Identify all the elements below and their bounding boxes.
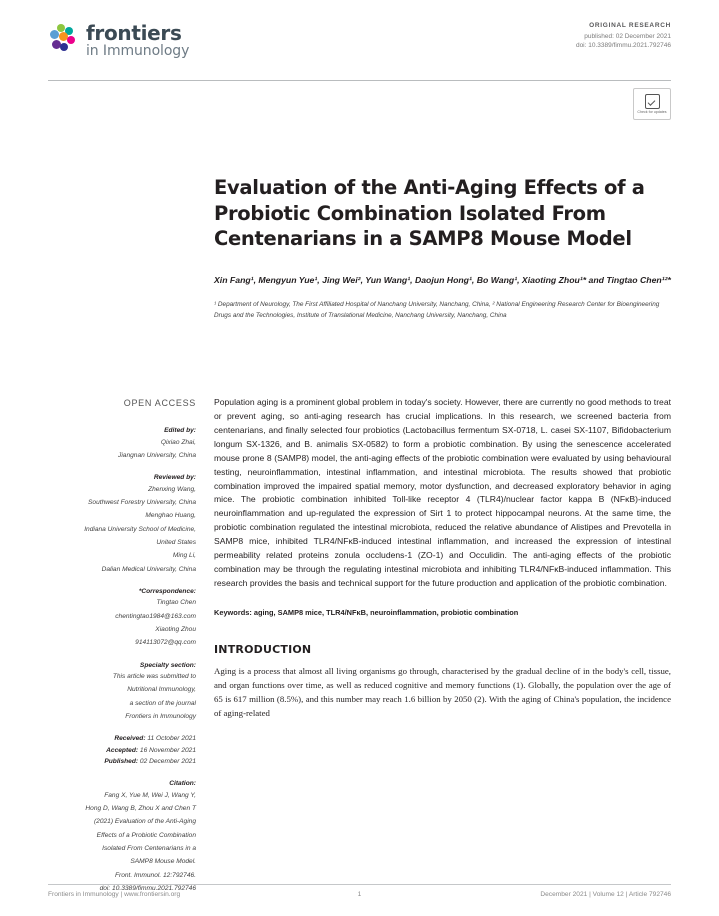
published-date: published: 02 December 2021: [584, 32, 671, 40]
frontiers-logo-icon: [48, 24, 78, 56]
affiliations: ¹ Department of Neurology, The First Affiliated Hospital of Nanchang University, Nanchang, China, ² National Engineering Research Center for Bioengineering Drugs and the Technologies, Institute of Translational Medicine, Nanchang University, Nanchang, China: [214, 301, 660, 319]
specialty-line-2: Nutritional Immunology,: [127, 686, 196, 694]
header-divider: [48, 80, 671, 81]
crossmark-badge[interactable]: [633, 88, 671, 120]
accepted-date: 16 November 2021: [139, 746, 196, 754]
journal-name: frontiers: [86, 21, 182, 45]
reviewer-1-affiliation: Southwest Forestry University, China: [88, 499, 196, 507]
citation-label: Citation:: [169, 780, 196, 788]
reviewer-1-name: Zhenxing Wang,: [148, 485, 196, 493]
introduction-paragraph: Aging is a process that almost all living organisms go through, characterised by the gradual decline of in the body's cell, tissue, and organ functions over time, as well as reduced cognitive and memory functions (1). Globally, the population over the age of 65 is 617 million (8.5%), and this number may reach 1.6 billion by 2050 (2). With the aging of China's population, the incidence of aging-related: [214, 665, 671, 718]
specialty-line-4: Frontiers in Immunology: [125, 713, 196, 721]
page-number: 1: [357, 891, 362, 898]
correspondence-label: *Correspondence:: [138, 588, 196, 596]
citation-line-1: Fang X, Yue M, Wei J, Wang Y,: [104, 791, 196, 799]
citation-line-4: Effects of a Probiotic Combination: [96, 831, 196, 839]
page-footer: [48, 884, 671, 898]
reviewer-3-affiliation: Dalian Medical University, China: [101, 565, 196, 573]
citation-line-2: Hong D, Wang B, Zhou X and Chen T: [85, 805, 196, 812]
received-date: 11 October 2021: [147, 735, 196, 743]
introduction-heading: INTRODUCTION: [214, 642, 312, 656]
reviewer-2-name: Menghao Huang,: [145, 512, 196, 520]
reviewer-3-name: Ming Li,: [172, 552, 196, 560]
published-label: Published:: [104, 758, 139, 766]
reviewer-2-affiliation-line1: Indiana University School of Medicine,: [84, 525, 196, 533]
published-date-sidebar: 02 December 2021: [139, 758, 196, 766]
citation-doi[interactable]: doi: 10.3389/fimmu.2021.792746: [99, 884, 196, 892]
corresponding-email-2[interactable]: 914113072@qq.com: [135, 639, 196, 647]
title-block: [214, 175, 671, 321]
accepted-label: Accepted:: [106, 746, 139, 754]
abstract-text: Population aging is a prominent global problem in today's society. However, there are currently no good methods to treat or prevent aging, so anti-aging research has crucial implications. In this research, we screened bacteria from centenarians, and finally selected four probiotics (Lactobacillus fermentum SX-0718, L. casei SX-1107, Bifidobacterium longum SX-1326, and B. animalis SX-0582) to form a probiotic combination. By using the senescence accelerated mouse prone 8 (SAMP8) model, the anti-aging effects of the probiotic combination were evaluated by using behavioural testing, neuroinflammation, intestinal inflammation, and intestinal microbiota. The results showed that probiotic combination improved the impaired spatial memory, motor dysfunction, and decreased exploratory behavior in aging mice. The probiotic combination inhibited Toll-like receptor 4 (TLR4)/nuclear factor kappa B (NFκB)-induced neuroinflammation and up-regulated the expression of Sirt 1 to protect hippocampal neurons. At the same time, the probiotic combination regulated the intestinal microbiota, reduced the relative abundance of Alistipes and Prevotella in SAMP8 mice, inhibited TLR4/NFκB-induced intestinal inflammation, and increased the expression of intestinal permeability related proteins zonula occludens-1 (ZO-1) and Occulidin. The anti-aging effects of the probiotic combination may be through the regulating intestinal microbiota and inhibiting TLR4/NFκB-induced inflammation. This research provides the basis and technical support for the future production and application of the probiotic combination.: [214, 397, 671, 588]
footer-journal[interactable]: Frontiers in Immunology | www.frontiersin.org: [48, 891, 181, 898]
author-list: Xin Fang¹, Mengyun Yue¹, Jing Wei², Yun Wang¹, Daojun Hong¹, Bo Wang¹, Xiaoting Zhou¹* and Tingtao Chen¹²*: [214, 275, 671, 286]
doi[interactable]: doi: 10.3389/fimmu.2021.792746: [575, 41, 671, 49]
corresponding-author-2: Xiaoting Zhou: [155, 626, 196, 634]
publication-info: [576, 22, 671, 50]
citation-line-5: Isolated From Centenarians in a: [102, 844, 196, 852]
reviewer-2-affiliation-line2: United States: [156, 539, 196, 547]
masthead: [48, 0, 671, 74]
editor-name: Qixiao Zhai,: [160, 438, 196, 446]
received-label: Received:: [114, 735, 146, 743]
citation-line-6: SAMP8 Mouse Model.: [130, 858, 196, 866]
editor-affiliation: Jiangnan University, China: [118, 452, 196, 460]
specialty-line-3: a section of the journal: [129, 699, 196, 707]
specialty-line-1: This article was submitted to: [112, 673, 196, 681]
citation-line-3: (2021) Evaluation of the Anti-Aging: [93, 818, 196, 826]
citation-line-7: Front. Immunol. 12:792746.: [114, 871, 196, 879]
edited-by-label: Edited by:: [164, 427, 196, 435]
open-access-label: OPEN ACCESS: [123, 398, 196, 408]
check-icon: [645, 94, 660, 109]
main-column: [214, 396, 671, 720]
article-metadata-sidebar: [48, 396, 196, 896]
specialty-section-label: Specialty section:: [139, 661, 196, 669]
crossmark-label: Check for updates: [637, 109, 667, 114]
journal-subtitle: in Immunology: [86, 43, 190, 60]
page-title: Evaluation of the Anti-Aging Effects of a Probiotic Combination Isolated From Centenarians in a SAMP8 Mouse Model: [214, 176, 645, 251]
article-type: ORIGINAL RESEARCH: [589, 22, 671, 29]
corresponding-author-1: Tingtao Chen: [156, 599, 196, 607]
footer-issue: December 2021 | Volume 12 | Article 792746: [540, 891, 671, 898]
reviewed-by-label: Reviewed by:: [153, 474, 196, 482]
keywords: Keywords: aging, SAMP8 mice, TLR4/NFκB, neuroinflammation, probiotic combination: [214, 607, 519, 617]
corresponding-email-1[interactable]: chentingtao1984@163.com: [115, 612, 196, 620]
journal-brand[interactable]: [48, 22, 189, 59]
